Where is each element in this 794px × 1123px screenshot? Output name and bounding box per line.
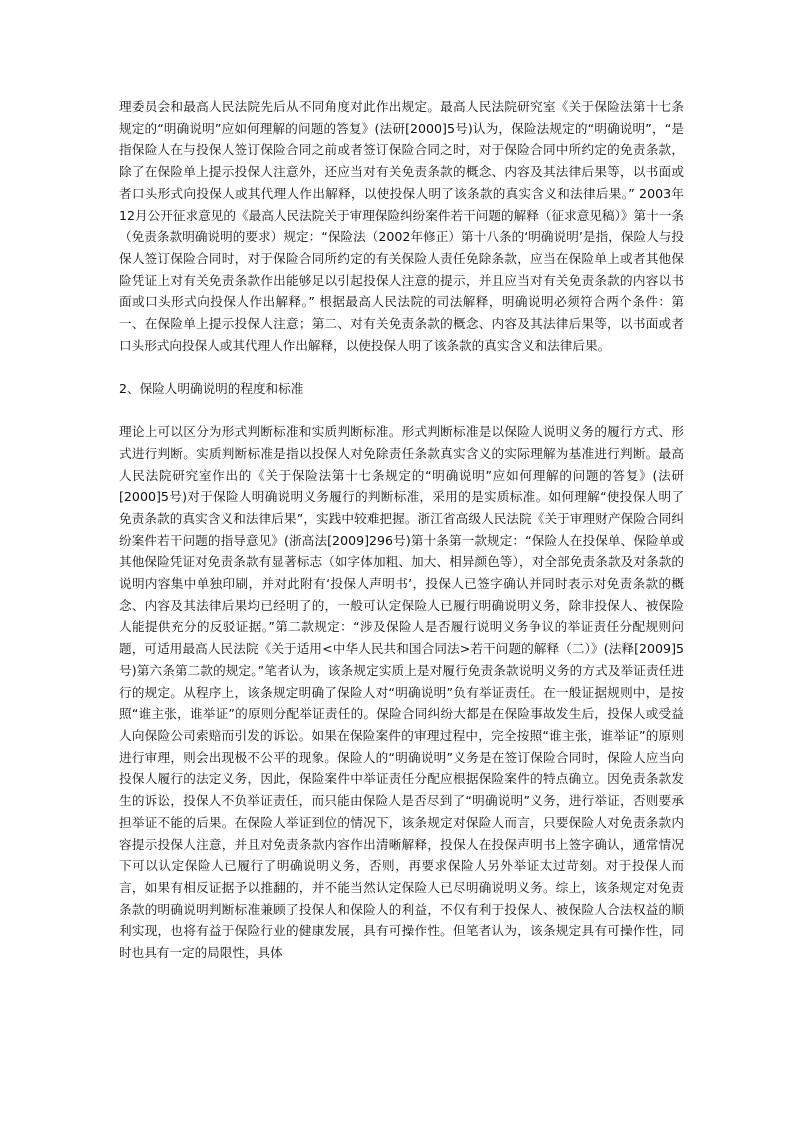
document-body — [119, 96, 684, 964]
body-paragraph-1: 理委员会和最高人民法院先后从不同角度对此作出规定。最高人民法院研究室《关于保险法第十七条规定的“明确说明”应如何理解的问题的答复》(法研[2000]5号)认为，保险法规定的“明确说明”，“是指保险人在与投保人签订保险合同之前或者签订保险合同之时，对于保险合同中所约定的免责条款，除了在保险单上提示投保人注意外，还应当对有关免责条款的概念、内容及其法律后果等，以书面或者口头形式向投保人或其代理人作出解释，以使投保人明了该条款的真实含义和法律后果。” 2003年12月公开征求意见的《最高人民法院关于审理保险纠纷案件若干问题的解释（征求意见稿）》第十一条（免责条款明确说明的要求）规定：“保险法（2002年修正）第十八条的‘明确说明’是指，保险人与投保人签订保险合同时，对于保险合同所约定的有关保险人责任免除条款，应当在保险单上或者其他保险凭证上对有关免责条款作出能够足以引起投保人注意的提示，并且应当对有关免责条款的内容以书面或口头形式向投保人作出解释。” 根据最高人民法院的司法解释，明确说明必须符合两个条件：第一、在保险单上提示投保人注意；第二、对有关免责条款的概念、内容及其法律后果等，以书面或者口头形式向投保人或其代理人作出解释，以使投保人明了该条款的真实含义和法律后果。 — [119, 99, 684, 353]
section-heading: 2、保险人明确说明的程度和标准 — [119, 380, 304, 396]
body-paragraph-2: 理论上可以区分为形式判断标准和实质判断标准。形式判断标准是以保险人说明义务的履行方式、形式进行判断。实质判断标准是指以投保人对免除责任条款真实含义的实际理解为基准进行判断。最高人民法院研究室作出的《关于保险法第十七条规定的“明确说明”应如何理解的问题的答复》(法研[2000]5号)对于保险人明确说明义务履行的判断标准，采用的是实质标准。如何理解“使投保人明了免责条款的真实含义和法律后果”，实践中较难把握。浙江省高级人民法院《关于审理财产保险合同纠纷案件若干问题的指导意见》(浙高法[2009]296号)第十条第一款规定：“保险人在投保单、保险单或其他保险凭证对免责条款有显著标志（如字体加粗、加大、相异颜色等），对全部免责条款及对条款的说明内容集中单独印刷，并对此附有‘投保人声明书’，投保人已签字确认并同时表示对免责条款的概念、内容及其法律后果均已经明了的，一般可认定保险人已履行明确说明义务，除非投保人、被保险人能提供充分的反驳证据。”第二款规定：“涉及保险人是否履行说明义务争议的举证责任分配规则问题，可适用最高人民法院《关于适用<中华人民共和国合同法>若干问题的解释（二）》(法释[2009]5号)第六条第二款的规定。”笔者认为，该条规定实质上是对履行免责条款说明义务的方式及举证责任进行的规定。从程序上，该条规定明确了保险人对“明确说明”负有举证责任。在一般证据规则中，是按照“谁主张，谁举证”的原则分配举证责任的。保险合同纠纷大都是在保险事故发生后，投保人或受益人向保险公司索赔而引发的诉讼。如果在保险案件的审理过程中，完全按照“谁主张，谁举证”的原则进行审理，则会出现极不公平的现象。保险人的“明确说明”义务是在签订保险合同时，保险人应当向投保人履行的法定义务，因此，保险案件中举证责任分配应根据保险案件的特点确立。因免责条款发生的诉讼，投保人不负举证责任，而只能由保险人是否尽到了“明确说明”义务，进行举证，否则要承担举证不能的后果。在保险人举证到位的情况下，该条规定对保险人而言，只要保险人对免责条款内容提示投保人注意，并且对免责条款内容作出清晰解释，投保人在投保声明书上签字确认，通常情况下可以认定保险人已履行了明确说明义务，否则，再要求保险人另外举证太过苛刻。对于投保人而言，如果有相反证据予以推翻的，并不能当然认定保险人已尽明确说明义务。综上，该条规定对免责条款的明确说明判断标准兼顾了投保人和保险人的利益，不仅有利于投保人、被保险人合法权益的顺利实现，也将有益于保险行业的健康发展，具有可操作性。但笔者认为，该条规定具有可操作性，同时也具有一定的局限性，具体 — [119, 424, 684, 961]
